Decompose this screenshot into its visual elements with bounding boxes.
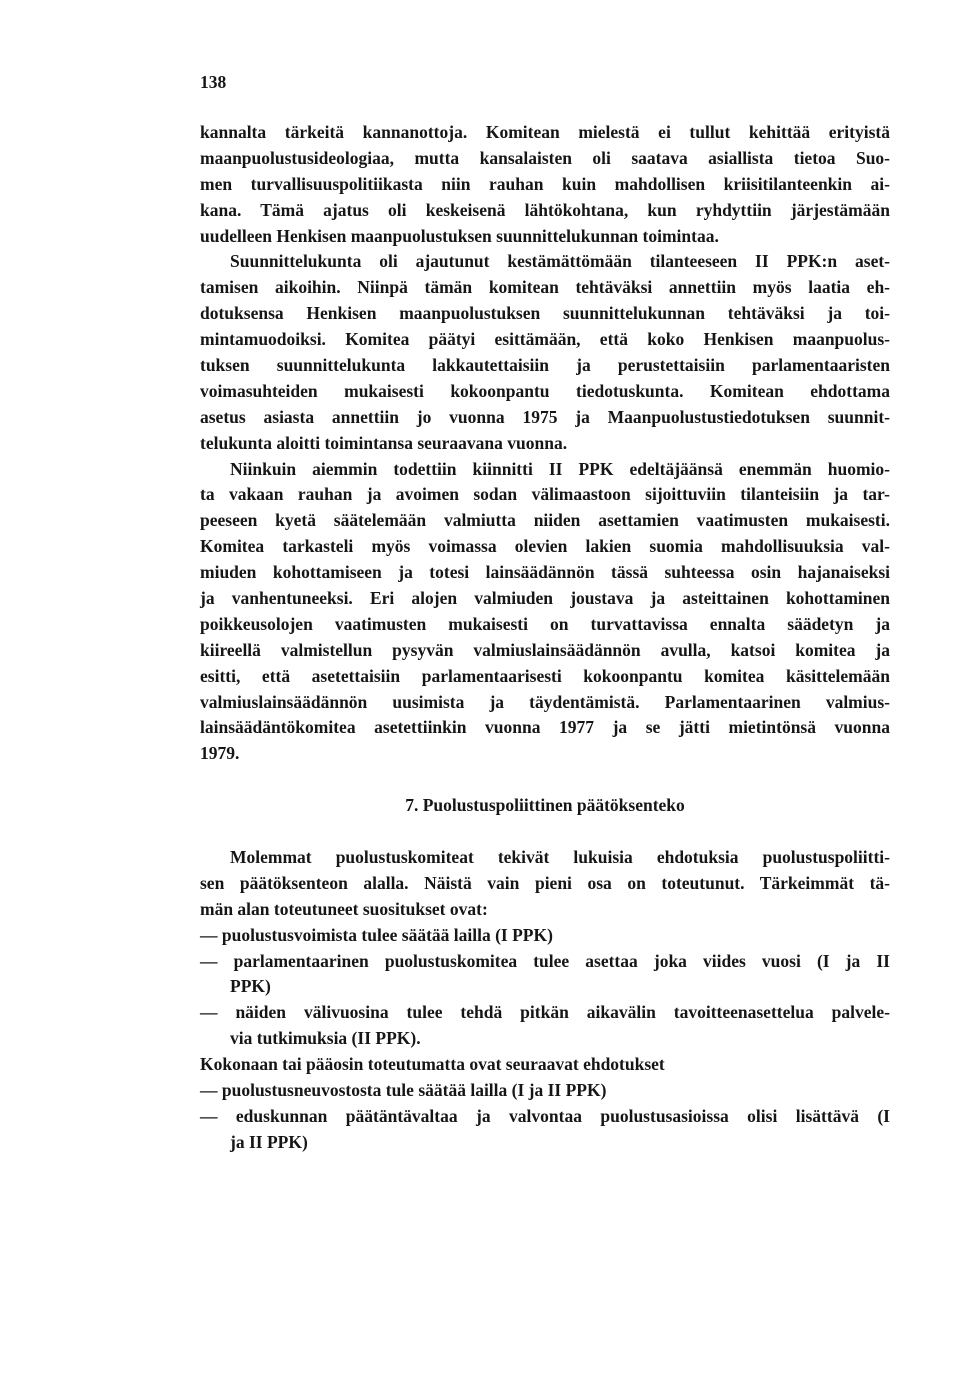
implemented-recommendations-list: [200, 923, 890, 1052]
text-line: Komitea tarkasteli myös voimassa olevien lakien suomia mahdollisuuksia val-: [200, 536, 890, 557]
text-line: ta vakaan rauhan ja avoimen sodan välimaastoon sijoittuviin tilanteisiin ja tar-: [200, 484, 890, 505]
paragraph: [200, 845, 890, 923]
text-line: — parlamentaarinen puolustuskomitea tulee asettaa joka viides vuosi (I ja II: [200, 950, 890, 971]
text-line: PPK): [230, 976, 271, 997]
text-line: voimasuhteiden mukaisesti kokoonpantu tiedotuskunta. Komitean ehdottama: [200, 380, 890, 401]
list-item: [200, 1104, 890, 1156]
text-line: peeseen kyetä säätelemään valmiutta niiden asettamien vaatimusten mukaisesti.: [200, 510, 890, 531]
text-line: miuden kohottamiseen ja totesi lainsäädännön tässä suhteessa osin hajanaiseksi: [200, 562, 890, 583]
not-implemented-proposals-list: [200, 1078, 890, 1156]
body-text: [200, 120, 890, 1156]
text-line: ja II PPK): [230, 1131, 308, 1152]
text-line: poikkeusolojen vaatimusten mukaisesti on turvattavissa ennalta säädetyn ja: [200, 613, 890, 634]
text-line: tuksen suunnittelukunta lakkautettaisiin ja perustettaisiin parlamentaaristen: [200, 355, 890, 376]
text-line: uudelleen Henkisen maanpuolustuksen suunnittelukunnan toimintaa.: [200, 225, 719, 246]
text-line: — puolustusneuvostosta tule säätää lailla (I ja II PPK): [200, 1079, 607, 1100]
text-line: men turvallisuuspolitiikasta niin rauhan kuin mahdollisen kriisitilanteenkin ai-: [200, 173, 890, 194]
text-line: asetus asiasta annettiin jo vuonna 1975 ja Maanpuolustustiedotuksen suunnit-: [200, 406, 890, 427]
text-line: Niinkuin aiemmin todettiin kiinnitti II PPK edeltäjäänsä enemmän huomio-: [230, 458, 890, 479]
text-line: Kokonaan tai pääosin toteutumatta ovat seuraavat ehdotukset: [200, 1054, 665, 1075]
text-line: tamisen aikoihin. Niinpä tämän komitean tehtäväksi annettiin myös laatia eh-: [200, 277, 890, 298]
text-line: esitti, että asetettaisiin parlamentaarisesti kokoonpantu komitea käsittelemään: [200, 665, 890, 686]
text-line: kana. Tämä ajatus oli keskeisenä lähtökohtana, kun ryhdyttiin järjestämään: [200, 199, 890, 220]
text-line: män alan toteutuneet suositukset ovat:: [200, 898, 488, 919]
list-item: [200, 1078, 890, 1104]
text-line: valmiuslainsäädännön uusimista ja täydentämistä. Parlamentaarinen valmius-: [200, 691, 890, 712]
page-number: 138: [200, 72, 227, 92]
paragraph: [200, 120, 890, 249]
paragraph: [200, 249, 890, 456]
list-item: [200, 923, 890, 949]
text-line: kannalta tärkeitä kannanottoja. Komitean mielestä ei tullut kehittää erityistä: [200, 122, 890, 142]
text-line: sen päätöksenteon alalla. Näistä vain pieni osa on toteutunut. Tärkeimmät tä-: [200, 872, 890, 893]
text-line: Molemmat puolustuskomiteat tekivät lukuisia ehdotuksia puolustuspoliitti-: [230, 846, 890, 867]
text-line: telukunta aloitti toimintansa seuraavana vuonna.: [200, 432, 568, 453]
text-line: mintamuodoiksi. Komitea päätyi esittämään, että koko Henkisen maanpuolus-: [200, 329, 890, 350]
section-heading: 7. Puolustuspoliittinen päätöksenteko: [405, 795, 685, 816]
text-line: via tutkimuksia (II PPK).: [230, 1028, 421, 1049]
text-line: — näiden välivuosina tulee tehdä pitkän aikavälin tavoitteenasettelua palvele-: [200, 1002, 890, 1023]
list-item: [200, 949, 890, 1001]
text-line: ja vanhentuneeksi. Eri alojen valmiuden joustava ja asteittainen kohottaminen: [200, 588, 890, 609]
text-line: — eduskunnan päätäntävaltaa ja valvontaa puolustusasioissa olisi lisättävä (I: [200, 1105, 890, 1126]
text-line: dotuksensa Henkisen maanpuolustuksen suunnittelukunnan tehtäväksi ja toi-: [200, 303, 890, 324]
text-line: lainsäädäntökomitea asetettiinkin vuonna 1977 ja se jätti mietintönsä vuonna: [200, 717, 890, 738]
text-line: Suunnittelukunta oli ajautunut kestämättömään tilanteeseen II PPK:n aset-: [230, 251, 890, 272]
text-line: maanpuolustusideologiaa, mutta kansalaisten oli saatava asiallista tietoa Suo-: [200, 147, 890, 168]
text-line: kiireellä valmistellun pysyvän valmiuslainsäädännön avulla, katsoi komitea ja: [200, 639, 890, 660]
list-item: [200, 1000, 890, 1052]
paragraph: [200, 457, 890, 768]
text-line: — puolustusvoimista tulee säätää lailla (I PPK): [200, 924, 553, 945]
text-line: 1979.: [200, 743, 240, 764]
